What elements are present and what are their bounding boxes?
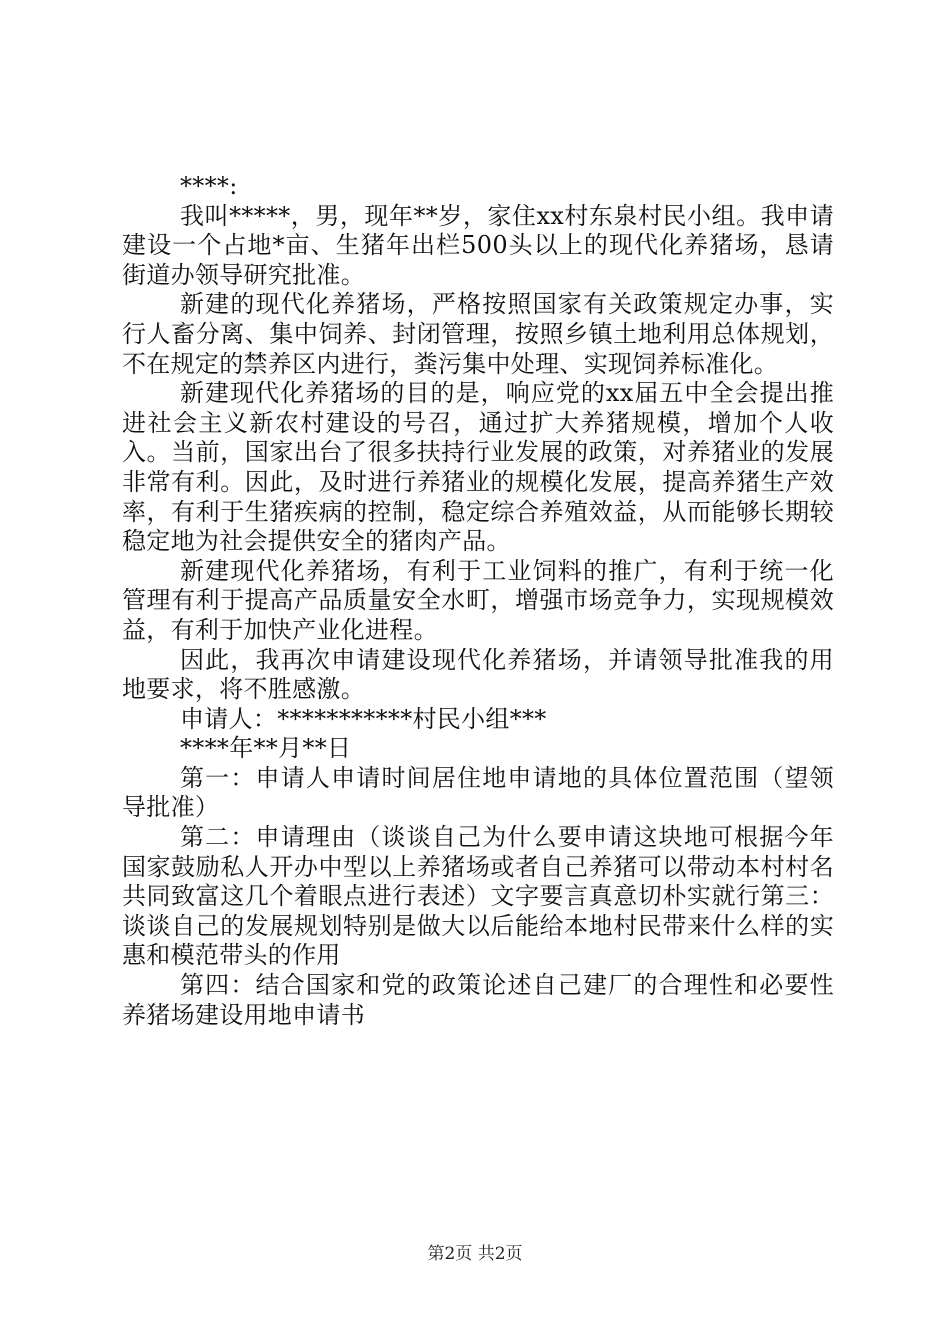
page-number-footer: 第2页 共2页 (427, 1244, 523, 1264)
note-1: 第一：申请人申请时间居住地申请地的具体位置范围（望领导批准） (122, 763, 834, 822)
applicant-signature: 申请人：***********村民小组*** (180, 704, 547, 733)
application-date: ****年**月**日 (180, 734, 352, 763)
paragraph-2: 新建的现代化养猪场，严格按照国家有关政策规定办事，实行人畜分离、集中饲养、封闭管理，按照乡镇土地利用总体规划，不在规定的禁养区内进行，粪污集中处理、实现饲养标准化。 (122, 290, 834, 378)
paragraph-4: 新建现代化养猪场，有利于工业饲料的推广，有利于统一化管理有利于提高产品质量安全水町，增强市场竞争力，实现规模效益，有利于加快产业化进程。 (122, 556, 834, 644)
note-3: 第四：结合国家和党的政策论述自己建厂的合理性和必要性养猪场建设用地申请书 (122, 971, 834, 1029)
document-body (122, 172, 834, 1030)
paragraph-3: 新建现代化养猪场的目的是，响应党的xx届五中全会提出推进社会主义新农村建设的号召，通过扩大养猪规模，增加个人收入。当前，国家出台了很多扶持行业发展的政策，对养猪业的发展非常有利。因此，及时进行养猪业的规模化发展，提高养猪生产效率，有利于生猪疾病的控制，稳定综合养殖效益，从而能够长期较稳定地为社会提供安全的猪肉产品。 (122, 379, 834, 556)
paragraph-5: 因此，我再次申请建设现代化养猪场，并请领导批准我的用地要求，将不胜感激。 (122, 645, 834, 704)
salutation: ****: (180, 172, 238, 200)
note-2: 第二：申请理由（谈谈自己为什么要申请这块地可根据今年国家鼓励私人开办中型以上养猪场或者自己养猪可以带动本村村名共同致富这几个着眼点进行表述）文字要言真意切朴实就行第三：谈谈自己的发展规划特别是做大以后能给本地村民带来什么样的实惠和模范带头的作用 (122, 823, 834, 970)
paragraph-1: 我叫*****，男，现年**岁，家住xx村东泉村民小组。我申请建设一个占地*亩、生猪年出栏500头以上的现代化养猪场，恳请街道办领导研究批准。 (122, 201, 834, 289)
